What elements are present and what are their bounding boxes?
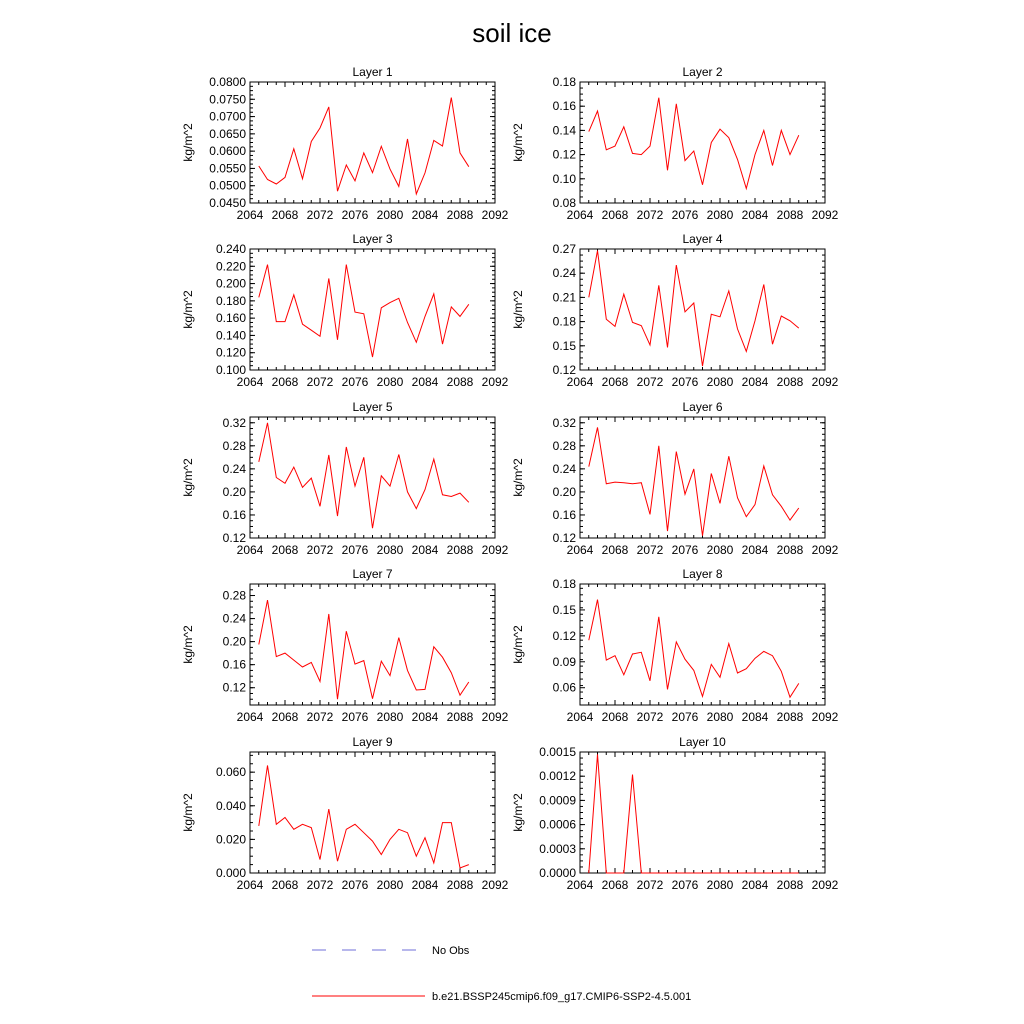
y-tick-label: 0.200 [215,276,246,291]
y-tick-label: 0.20 [552,484,576,499]
y-tick-label: 0.12 [222,680,246,695]
x-tick-label: 2076 [671,543,699,557]
x-tick-label: 2088 [446,710,474,724]
x-tick-label: 2080 [376,543,404,557]
x-tick-label: 2072 [636,543,664,557]
x-tick-label: 2064 [236,878,264,892]
y-tick-label: 0.16 [222,657,246,672]
x-tick-label: 2072 [636,208,664,222]
y-tick-label: 0.20 [222,484,246,499]
y-tick-label: 0.32 [552,415,576,430]
y-tick-label: 0.0003 [539,841,576,856]
y-axis-label: kg/m^2 [511,123,525,162]
panel-layer-3 [181,232,509,389]
x-tick-label: 2084 [741,208,769,222]
y-tick-label: 0.18 [552,314,576,329]
x-tick-label: 2084 [411,208,439,222]
panel-layer-7 [181,567,509,724]
x-tick-label: 2092 [811,375,839,389]
plot-frame [250,249,495,370]
y-tick-label: 0.0700 [209,109,246,124]
x-tick-label: 2064 [566,208,594,222]
y-tick-label: 0.06 [552,680,576,695]
x-tick-label: 2080 [706,543,734,557]
panel-title: Layer 4 [682,232,723,246]
x-tick-label: 2088 [446,543,474,557]
x-tick-label: 2076 [341,543,369,557]
y-tick-label: 0.20 [222,634,246,649]
panel-layer-6 [511,400,839,557]
y-tick-label: 0.0600 [209,144,246,159]
x-tick-label: 2068 [271,710,299,724]
series-line [589,600,799,698]
y-tick-label: 0.15 [552,602,576,617]
x-tick-label: 2088 [776,375,804,389]
x-tick-label: 2068 [271,208,299,222]
y-tick-label: 0.120 [215,345,246,360]
panel-title: Layer 2 [682,65,723,79]
series-line [259,600,469,699]
x-tick-label: 2064 [236,208,264,222]
x-tick-label: 2068 [601,375,629,389]
x-tick-label: 2064 [566,375,594,389]
y-tick-label: 0.18 [552,75,576,89]
series-line [589,251,799,366]
x-tick-label: 2064 [566,543,594,557]
x-tick-label: 2068 [271,878,299,892]
y-tick-label: 0.0009 [539,793,576,808]
y-tick-label: 0.020 [215,832,246,847]
y-tick-label: 0.21 [552,290,576,305]
plot-frame [250,584,495,705]
y-tick-label: 0.000 [215,866,246,880]
y-tick-label: 0.0500 [209,178,246,193]
x-tick-label: 2064 [566,710,594,724]
x-tick-label: 2076 [341,375,369,389]
legend-model-label: b.e21.BSSP245cmip6.f09_g17.CMIP6-SSP2-4.5.001 [432,991,692,1003]
x-tick-label: 2084 [741,543,769,557]
y-tick-label: 0.180 [215,293,246,308]
x-tick-label: 2072 [306,543,334,557]
x-tick-label: 2092 [481,878,509,892]
x-tick-label: 2080 [706,878,734,892]
panel-title: Layer 6 [682,400,723,414]
y-axis-label: kg/m^2 [511,290,525,329]
figure-title: soil ice [472,18,552,48]
panel-title: Layer 5 [352,400,393,414]
y-tick-label: 0.220 [215,259,246,274]
panel-title: Layer 10 [679,735,726,749]
panel-title: Layer 7 [352,567,393,581]
y-tick-label: 0.0450 [209,196,246,210]
y-axis-label: kg/m^2 [511,793,525,832]
panel-layer-5 [181,400,509,557]
y-tick-label: 0.27 [552,242,576,256]
y-axis-label: kg/m^2 [511,458,525,497]
x-tick-label: 2076 [671,375,699,389]
y-tick-label: 0.12 [552,147,576,162]
y-tick-label: 0.12 [552,531,576,545]
y-tick-label: 0.060 [215,765,246,780]
y-tick-label: 0.24 [552,266,576,281]
legend-no-obs-label: No Obs [432,945,470,957]
y-tick-label: 0.12 [552,363,576,377]
series-line [259,265,469,357]
y-tick-label: 0.14 [552,123,576,138]
y-tick-label: 0.12 [222,531,246,545]
y-tick-label: 0.0012 [539,769,576,784]
panel-title: Layer 3 [352,232,393,246]
series-line [589,427,799,535]
x-tick-label: 2080 [376,710,404,724]
x-tick-label: 2068 [271,543,299,557]
x-tick-label: 2068 [601,878,629,892]
y-tick-label: 0.16 [222,507,246,522]
x-tick-label: 2072 [636,710,664,724]
x-tick-label: 2092 [811,543,839,557]
x-tick-label: 2092 [481,375,509,389]
x-tick-label: 2088 [446,375,474,389]
x-tick-label: 2072 [306,878,334,892]
x-tick-label: 2072 [636,375,664,389]
y-tick-label: 0.28 [552,438,576,453]
x-tick-label: 2092 [481,710,509,724]
x-tick-label: 2072 [636,878,664,892]
x-tick-label: 2076 [341,878,369,892]
x-tick-label: 2088 [446,208,474,222]
series-line [259,98,469,194]
y-tick-label: 0.0800 [209,75,246,89]
panel-layer-10 [511,735,839,892]
panel-layer-2 [511,65,839,222]
x-tick-label: 2088 [776,208,804,222]
x-tick-label: 2080 [376,208,404,222]
y-axis-label: kg/m^2 [181,458,195,497]
x-tick-label: 2084 [741,710,769,724]
y-tick-label: 0.28 [222,588,246,603]
x-tick-label: 2080 [376,375,404,389]
y-axis-label: kg/m^2 [181,290,195,329]
y-tick-label: 0.10 [552,171,576,186]
y-tick-label: 0.240 [215,242,246,256]
y-tick-label: 0.040 [215,798,246,813]
x-tick-label: 2076 [671,710,699,724]
y-tick-label: 0.12 [552,628,576,643]
plot-frame [250,417,495,538]
y-tick-label: 0.24 [222,461,246,476]
y-tick-label: 0.24 [222,611,246,626]
x-tick-label: 2084 [741,375,769,389]
panels-group [181,65,839,892]
x-tick-label: 2088 [446,878,474,892]
y-axis-label: kg/m^2 [181,123,195,162]
x-tick-label: 2080 [376,878,404,892]
x-tick-label: 2080 [706,375,734,389]
y-axis-label: kg/m^2 [181,793,195,832]
x-tick-label: 2092 [811,878,839,892]
x-tick-label: 2092 [811,710,839,724]
x-tick-label: 2088 [776,878,804,892]
x-tick-label: 2084 [741,878,769,892]
x-tick-label: 2064 [566,878,594,892]
y-tick-label: 0.24 [552,461,576,476]
x-tick-label: 2092 [481,208,509,222]
y-tick-label: 0.160 [215,311,246,326]
x-tick-label: 2064 [236,375,264,389]
panel-title: Layer 9 [352,735,393,749]
y-tick-label: 0.0015 [539,745,576,759]
x-tick-label: 2068 [601,710,629,724]
x-tick-label: 2092 [811,208,839,222]
plot-frame [580,417,825,538]
y-tick-label: 0.0750 [209,92,246,107]
x-tick-label: 2068 [271,375,299,389]
x-tick-label: 2064 [236,543,264,557]
y-tick-label: 0.09 [552,654,576,669]
y-tick-label: 0.08 [552,196,576,210]
x-tick-label: 2076 [341,208,369,222]
y-tick-label: 0.15 [552,338,576,353]
x-tick-label: 2072 [306,208,334,222]
plot-frame [250,752,495,873]
panel-layer-9 [181,735,509,892]
series-line [589,98,799,189]
y-tick-label: 0.0650 [209,126,246,141]
x-tick-label: 2092 [481,543,509,557]
x-tick-label: 2076 [671,878,699,892]
y-axis-label: kg/m^2 [181,625,195,664]
panel-title: Layer 8 [682,567,723,581]
series-line [259,765,469,868]
panel-title: Layer 1 [352,65,393,79]
y-tick-label: 0.140 [215,328,246,343]
x-tick-label: 2076 [671,208,699,222]
y-tick-label: 0.0000 [539,866,576,880]
x-tick-label: 2084 [411,375,439,389]
x-tick-label: 2084 [411,543,439,557]
x-tick-label: 2076 [341,710,369,724]
x-tick-label: 2084 [411,878,439,892]
y-tick-label: 0.32 [222,415,246,430]
series-line [259,423,469,528]
y-tick-label: 0.0006 [539,817,576,832]
x-tick-label: 2088 [776,710,804,724]
plot-frame [580,249,825,370]
y-axis-label: kg/m^2 [511,625,525,664]
plot-frame [580,752,825,873]
y-tick-label: 0.16 [552,99,576,114]
x-tick-label: 2068 [601,543,629,557]
y-tick-label: 0.28 [222,438,246,453]
plot-frame [580,584,825,705]
panel-layer-4 [511,232,839,389]
panel-layer-1 [181,65,509,222]
y-tick-label: 0.0550 [209,161,246,176]
x-tick-label: 2068 [601,208,629,222]
panel-layer-8 [511,567,839,724]
x-tick-label: 2080 [706,208,734,222]
y-tick-label: 0.100 [215,363,246,377]
x-tick-label: 2084 [411,710,439,724]
x-tick-label: 2064 [236,710,264,724]
y-tick-label: 0.18 [552,577,576,591]
y-tick-label: 0.16 [552,507,576,522]
x-tick-label: 2072 [306,710,334,724]
x-tick-label: 2088 [776,543,804,557]
legend [312,945,691,1003]
x-tick-label: 2080 [706,710,734,724]
series-line [589,754,799,873]
x-tick-label: 2072 [306,375,334,389]
